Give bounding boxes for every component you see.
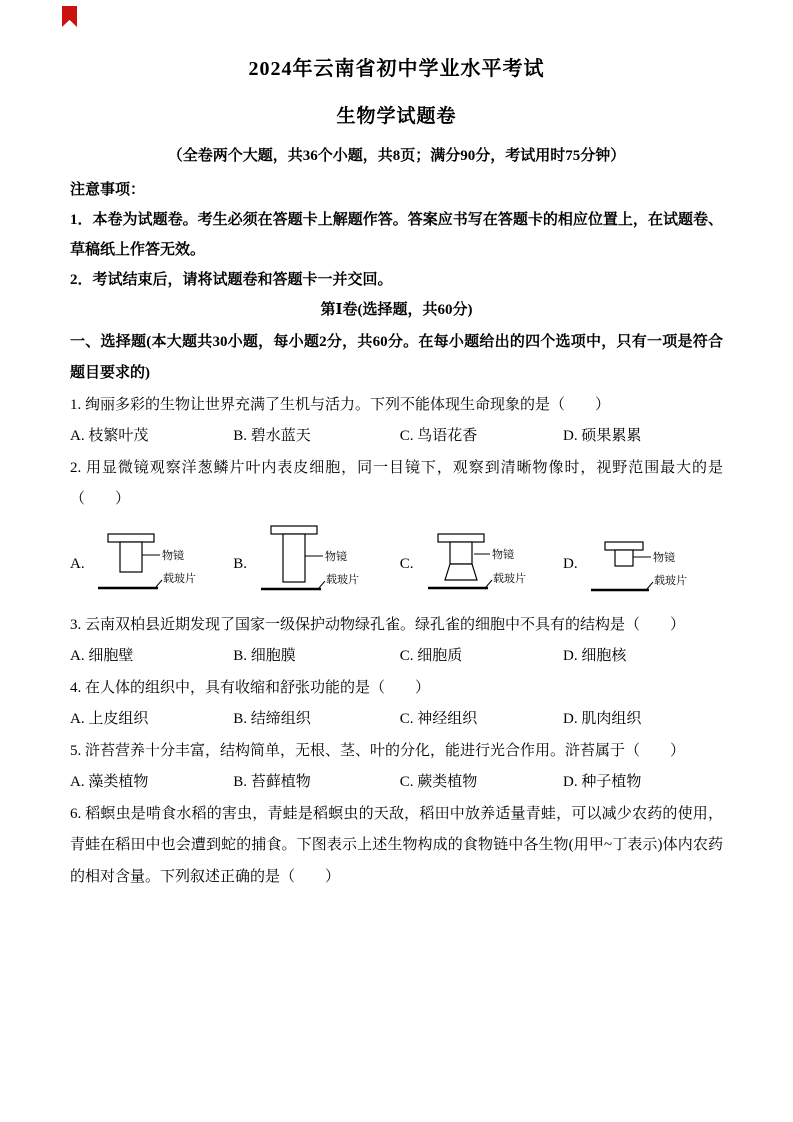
objective-cone	[445, 564, 477, 580]
option-a: A. 藻类植物	[70, 774, 149, 790]
option-a: A. 枝繁叶茂	[70, 428, 149, 444]
objective-flange	[271, 526, 317, 534]
question-stem: 3. 云南双柏县近期发现了国家一级保护动物绿孔雀。绿孔雀的细胞中不具有的结构是（ ）	[70, 616, 686, 633]
lens-label: 物镜	[162, 549, 184, 562]
microscope-diagram-a	[96, 524, 214, 606]
question-options	[70, 641, 723, 673]
option-d: D. 硕果累累	[563, 428, 642, 444]
slide-label: 载玻片	[163, 572, 196, 585]
notice-heading: 注意事项：	[70, 182, 146, 198]
question-stem: 2. 用显微镜观察洋葱鳞片叶内表皮细胞，同一目镜下，观察到清晰物像时，视野范围最大的是（ ）	[70, 459, 723, 507]
question-1	[70, 390, 723, 453]
question-stem: 1. 绚丽多彩的生物让世界充满了生机与活力。下列不能体现生命现象的是（ ）	[70, 396, 611, 413]
objective-tube	[283, 534, 305, 582]
microscope-figure	[70, 524, 723, 606]
option-a: A. 上皮组织	[70, 711, 149, 727]
question-stem: 6. 稻螟虫是啃食水稻的害虫，青蛙是稻螟虫的天敌，稻田中放养适量青蛙，可以减少农药的使用，青蛙在稻田中也会遭到蛇的捕食。下图表示上述生物构成的食物链中各生物(用甲~丁表示)体内农药的相对含量。下列叙述正确的是（ ）	[70, 805, 723, 885]
exam-subtitle: 生物学试题卷	[336, 106, 457, 127]
question-stem: 5. 浒苔营养十分丰富，结构简单，无根、茎、叶的分化，能进行光合作用。浒苔属于（ ）	[70, 742, 686, 759]
microscope-diagram-d	[589, 524, 707, 606]
section-intro: 一、选择题(本大题共30小题，每小题2分，共60分。在每小题给出的四个选项中，只有一项是符合题目要求的)	[70, 333, 723, 381]
question-4	[70, 673, 723, 736]
microscope-diagram-c	[426, 524, 544, 606]
objective-flange	[605, 542, 643, 550]
question-2	[70, 453, 723, 606]
notice-item-2: 2．考试结束后，请将试题卷和答题卡一并交回。	[70, 272, 393, 288]
question-stem: 4. 在人体的组织中，具有收缩和舒张功能的是（ ）	[70, 679, 431, 696]
question-3	[70, 610, 723, 673]
question-5	[70, 736, 723, 799]
option-b: B. 碧水蓝天	[233, 428, 311, 444]
question-6	[70, 799, 723, 894]
lens-label: 物镜	[653, 551, 675, 564]
lens-label: 物镜	[325, 550, 348, 563]
slide-label: 载玻片	[492, 572, 526, 585]
option-d: D. 种子植物	[563, 774, 642, 790]
option-b: B. 苔藓植物	[233, 774, 311, 790]
question-options	[70, 421, 723, 453]
figure-letter-a: A.	[70, 556, 85, 572]
objective-tube	[450, 542, 472, 564]
figure-option-c	[400, 524, 563, 606]
question-options	[70, 704, 723, 736]
bookmark-icon	[62, 6, 77, 27]
option-d: D. 肌肉组织	[563, 711, 642, 727]
option-c: C. 神经组织	[399, 711, 478, 727]
slide-label: 载玻片	[326, 573, 360, 586]
option-c: C. 蕨类植物	[399, 774, 478, 790]
section-title: 第Ⅰ卷(选择题，共60分)	[320, 302, 473, 318]
option-a: A. 细胞壁	[70, 648, 134, 664]
question-options	[70, 767, 723, 799]
slide-leader-line	[156, 580, 162, 587]
exam-title: 2024年云南省初中学业水平考试	[248, 58, 545, 80]
figure-option-d	[563, 524, 723, 606]
figure-option-b	[233, 524, 400, 606]
notice-item-1: 1．本卷为试题卷。考生必须在答题卡上解题作答。答案应书写在答题卡的相应位置上，在试题卷、草稿纸上作答无效。	[70, 212, 723, 258]
option-c: C. 细胞质	[399, 648, 463, 664]
objective-tube	[615, 550, 633, 566]
figure-letter-d: D.	[563, 556, 578, 572]
option-c: C. 鸟语花香	[399, 428, 478, 444]
figure-letter-b: B.	[233, 556, 248, 572]
slide-leader-line	[647, 582, 653, 589]
slide-label: 载玻片	[654, 574, 687, 587]
option-d: D. 细胞核	[563, 648, 627, 664]
slide-leader-line	[486, 580, 492, 587]
option-b: B. 细胞膜	[233, 648, 296, 664]
objective-tube	[120, 542, 142, 572]
lens-label: 物镜	[491, 548, 514, 561]
figure-letter-c: C.	[399, 556, 414, 572]
objective-flange	[438, 534, 484, 542]
exam-meta: （全卷两个大题，共36个小题，共8页；满分90分，考试用时75分钟）	[167, 148, 626, 164]
slide-leader-line	[319, 581, 325, 588]
option-b: B. 结缔组织	[233, 711, 311, 727]
figure-option-a	[70, 524, 233, 606]
objective-flange	[108, 534, 154, 542]
microscope-diagram-b	[259, 524, 377, 606]
